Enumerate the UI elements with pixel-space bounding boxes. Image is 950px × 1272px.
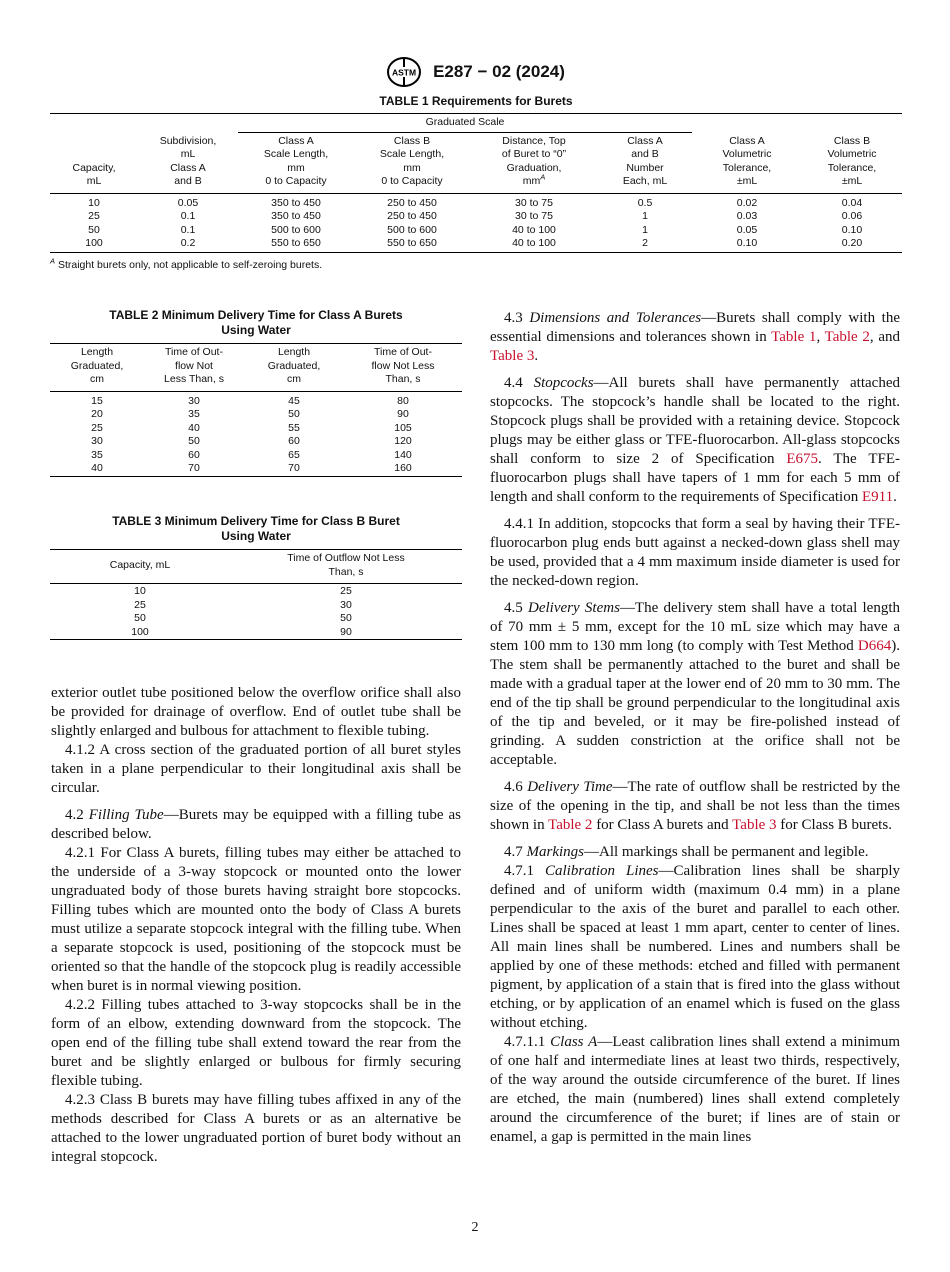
paragraph-4-3: 4.3 Dimensions and Tolerances—Burets shall comply with the essential dimensions and tolerances shown in Table 1, Table 2, and Table 3. [490, 310, 900, 364]
table1-header: Class B Volumetric Tolerance, ±mL [827, 134, 877, 187]
table1-header: Class A and B Number Each, mL [622, 134, 668, 187]
table3-header: Capacity, mL [109, 558, 171, 571]
footnote-mark: A [540, 172, 546, 182]
e675-link[interactable]: E675 [786, 451, 819, 467]
page-number: 2 [471, 1220, 479, 1235]
table-row: 25 30 [134, 598, 352, 611]
left-column [51, 684, 461, 1167]
e911-link[interactable]: E911 [861, 489, 894, 505]
table-row: 40 70 70 160 [91, 462, 412, 474]
table1-header: Subdivision, mL Class A and B [159, 134, 217, 187]
table1-link[interactable]: Table 1 [771, 329, 817, 345]
table-row: 25 40 55 105 [91, 421, 412, 434]
table3-link[interactable]: Table 3 [732, 817, 777, 833]
table1-header: Class A Scale Length, mm 0 to Capacity [263, 134, 329, 187]
table1-caption: TABLE 1 Requirements for Burets [379, 94, 573, 108]
table1-footnote: $^A$ Straight burets only, not applicable to self-zeroing burets. [50, 256, 323, 271]
table2-caption: TABLE 2 Minimum Delivery Time for Class A Burets Using Water [109, 308, 403, 337]
astm-logo-icon [385, 56, 423, 88]
table2-header: Time of Out- flow Not Less Than, s [164, 346, 224, 385]
table2-header: Length Graduated, cm [267, 346, 321, 385]
table1-header: Capacity, mL [72, 161, 116, 187]
table2-link[interactable]: Table 2 [824, 329, 870, 345]
table-row: 30 50 60 120 [91, 435, 412, 447]
table-row: 20 35 50 90 [91, 408, 409, 420]
table-row: 10 25 [134, 585, 352, 597]
table3-header: Time of Outflow Not Less Than, s [287, 552, 405, 578]
paragraph-4-7: 4.7 Markings—All markings shall be permanent and legible. [504, 844, 869, 860]
table1 [50, 113, 902, 253]
table-row: 100 90 [131, 625, 352, 638]
paragraph-4-4-1: 4.4.1 In addition, stopcocks that form a seal by having their TFE-fluorocarbon plug ends butt against a necked-down glass shell may be used, provided that a 4 mm maximum inside diameter is used for the necked-down region. [490, 516, 900, 589]
table1-header: Class B Scale Length, mm 0 to Capacity [379, 134, 445, 187]
table1-header: Distance, Top of Buret to “0” Graduation, $mm^A$ [501, 134, 567, 187]
table-row: 35 60 65 140 [91, 448, 412, 461]
paragraph-4-2: 4.2 Filling Tube—Burets may be equipped with a filling tube as described below. [51, 807, 461, 842]
table-row: 50 50 [134, 612, 352, 624]
paragraph-4-7-1: 4.7.1 Calibration Lines—Calibration lines shall be sharply defined and of uniform width (maximum 0.4 mm) in a plane perpendicular to the axis of the buret and parallel to each other. Lines shall be spaced at least 1 mm apart, center to center of lines. All main lines shall be numbered. Lines and numbers shall be applied by one of these methods: etched and filled with permanent pigment, by application of a stain that is fired into the glass without etching, or by application of an enamel which is fused on the glass without etching. [490, 863, 900, 1031]
graduated-scale-header: Graduated Scale [238, 114, 692, 133]
d664-link[interactable]: D664 [857, 638, 892, 654]
table-row: 50 0.1 500 to 600 500 to 600 40 to 100 1 0.05 0.10 [88, 223, 863, 236]
table3 [50, 549, 462, 640]
table3-caption: TABLE 3 Minimum Delivery Time for Class B Buret Using Water [112, 514, 400, 543]
paragraph-4-1-2: 4.1.2 A cross section of the graduated portion of all buret styles taken in a plane perpendicular to their longitudinal axis shall be circular. [51, 742, 461, 796]
table-row: 10 0.05 350 to 450 250 to 450 30 to 75 0.5 0.02 0.04 [88, 196, 863, 209]
paragraph-4-2-2: 4.2.2 Filling tubes attached to 3-way stopcocks shall be in the form of an elbow, extending downward from the stopcock. The open end of the filling tube shall extend toward the rear from the buret and be slightly enlarged or bulbous for firmly securing flexible tubing. [51, 997, 461, 1089]
right-column [490, 309, 900, 1147]
table2-header: Time of Out- flow Not Less Than, s [371, 346, 435, 385]
table-row: 15 30 45 80 [91, 394, 409, 407]
standard-designation: E287 − 02 (2024) [433, 62, 565, 81]
paragraph-continued: exterior outlet tube positioned below the overflow orifice shall also be provided for drainage of overflow. End of outlet tube shall be slightly enlarged and bulbous for attachment to flexible tubing. [51, 685, 461, 739]
paragraph-4-4: 4.4 Stopcocks—All burets shall have permanently attached stopcocks. The stopcock’s handle shall be located to the right. Stopcock plugs shall be provided with a retaining device. Stopcock plugs may be either glass or TFE-fluorocarbon. All-glass stopcocks shall conform to size 2 of Specification E675. The TFE-fluorocarbon plugs shall have tapers of 1 mm for each 5 mm of length and shall conform to the requirements of Specification E911. [490, 375, 900, 505]
paragraph-4-2-1: 4.2.1 For Class A burets, filling tubes may either be attached to the underside of a 3-way stopcock or mounted onto the lower ungraduated body of those burets having straight bore stopcocks. Filling tubes which are mounted onto the body of Class A burets must utilize a separate stopcock integral with the filling tube. When a separate stopcock is used, positioning of the stopcock must be oriented so that the handle of the stopcock plug is readily accessible when buret is in normal viewing position. [51, 845, 461, 994]
table3-link[interactable]: Table 3 [490, 348, 535, 364]
svg-text:ASTM: ASTM [392, 67, 417, 78]
page-header [0, 56, 950, 88]
table1-header: Class A Volumetric Tolerance, ±mL [722, 134, 772, 187]
paragraph-4-5: 4.5 Delivery Stems—The delivery stem shall have a total length of 70 mm ± 5 mm, except for the 10 mL size which may have a stem 100 mm to 130 mm long (to comply with Test Method D664). The stem shall be permanently attached to the buret and shall be made with a gradual taper at the lower end of 20 mm to 30 mm. The end of the tip shall be ground perpendicular to the longitudinal axis of the tip and beveled, or it may be fire-polished instead of grinding. A sudden constriction at the orifice shall not be acceptable. [490, 600, 901, 768]
table-row: 25 0.1 350 to 450 250 to 450 30 to 75 1 0.03 0.06 [88, 210, 863, 222]
table2-header: Length Graduated, cm [70, 346, 124, 385]
table2-link[interactable]: Table 2 [548, 817, 593, 833]
table-row: 100 0.2 550 to 650 550 to 650 40 to 100 2 0.10 0.20 [85, 237, 863, 249]
table2 [50, 343, 462, 477]
paragraph-4-2-3: 4.2.3 Class B burets may have filling tubes affixed in any of the methods described for Class A burets or as an alternative be attached to the lower ungraduated portion of buret body without an integral stopcock. [51, 1092, 461, 1165]
paragraph-4-6: 4.6 Delivery Time—The rate of outflow shall be restricted by the size of the opening in the tip, and shall be not less than the times shown in Table 2 for Class A burets and Table 3 for Class B burets. [490, 779, 901, 833]
paragraph-4-7-1-1: 4.7.1.1 Class A—Least calibration lines shall extend a minimum of one half and intermediate lines at least two thirds, respectively, of the way around the outside circumference of the buret. If lines are etched, the main (numbered) lines shall extend completely around the circumference of the buret; if lines are of stain or enamel, a gap is permitted in the main lines [490, 1034, 900, 1145]
